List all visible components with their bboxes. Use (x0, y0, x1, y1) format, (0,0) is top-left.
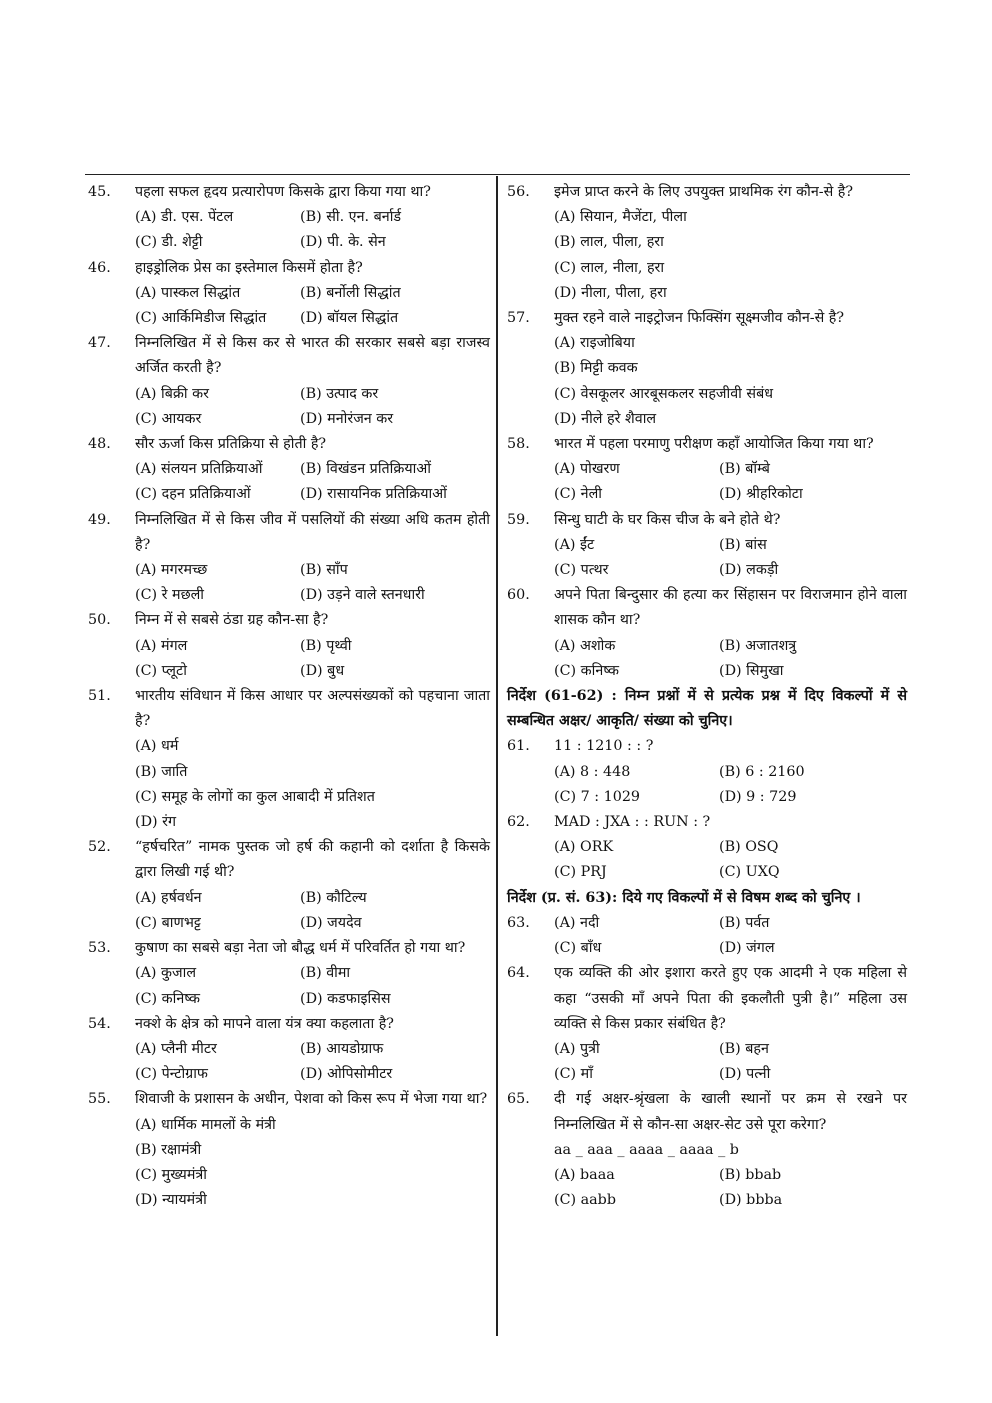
options-list (135, 1037, 490, 1087)
question-number: 55. (88, 1091, 111, 1108)
option-d: (D) पत्नी (719, 1066, 771, 1083)
option-c: (C) लाल, नीला, हरा (554, 259, 665, 276)
question-text: निम्नलिखित में से किस जीव में पसलियों की संख्या अधि कतम होती है? (135, 511, 490, 553)
question-number: 54. (88, 1015, 111, 1032)
options-list (554, 911, 907, 961)
option-a: (A) पोखरण (554, 461, 620, 478)
option-b: (B) रक्षामंत्री (135, 1141, 202, 1158)
option-c: (C) दहन प्रतिक्रियाओं (135, 486, 251, 503)
options-list (554, 457, 907, 507)
options-list (135, 281, 490, 331)
question-54 (88, 1012, 490, 1088)
option-a: (A) अशोक (554, 637, 616, 654)
options-list (135, 886, 490, 936)
option-b: (B) पृथ्वी (300, 637, 352, 654)
question-number: 46. (88, 259, 111, 276)
option-d: (D) जंगल (719, 940, 775, 957)
question-number: 64. (507, 965, 530, 982)
options-list (135, 558, 490, 608)
options-list (135, 457, 490, 507)
question-56 (507, 180, 907, 306)
question-number: 48. (88, 436, 111, 453)
question-number: 56. (507, 184, 530, 200)
question-58 (507, 432, 907, 508)
options-list (554, 634, 907, 684)
question-text: भारतीय संविधान में किस आधार पर अल्पसंख्यकों को पहचाना जाता है? (135, 688, 490, 730)
question-number: 47. (88, 335, 111, 352)
option-c: (C) रे मछली (135, 587, 204, 604)
question-53 (88, 936, 490, 1012)
question-number: 51. (88, 688, 111, 705)
options-list (135, 1113, 490, 1214)
question-number: 59. (507, 511, 530, 528)
question-text: पहला सफल हृदय प्रत्यारोपण किसके द्वारा किया गया था? (135, 184, 431, 200)
question-text: शिवाजी के प्रशासन के अधीन, पेशवा को किस रूप में भेजा गया था? (135, 1091, 488, 1108)
option-b: (B) लाल, पीला, हरा (554, 234, 664, 251)
question-text: दी गई अक्षर-श्रृंखला के खाली स्थानों पर क्रम से रखने पर निम्नलिखित में से कौन-सा अक्षर-सेट उसे पूरा करेगा? (554, 1091, 907, 1133)
option-b: (B) OSQ (719, 839, 779, 856)
question-text: MAD : JXA : : RUN : ? (554, 814, 711, 831)
question-45 (88, 180, 490, 256)
option-b: (B) जाति (135, 763, 188, 780)
options-list (554, 205, 907, 306)
option-d: (D) लकड़ी (719, 562, 779, 579)
option-b: (B) साँप (300, 562, 348, 579)
option-d: (D) ओपिसोमीटर (300, 1066, 393, 1083)
option-b: (B) कौटिल्य (300, 889, 367, 906)
question-text: सौर ऊर्जा किस प्रतिक्रिया से होती है? (135, 436, 327, 453)
option-d: (D) बुध (300, 662, 345, 679)
option-a: (A) ORK (554, 839, 614, 856)
question-text: 11 : 1210 : : ? (554, 738, 654, 755)
option-b: (B) bbab (719, 1166, 782, 1183)
options-list (554, 835, 907, 885)
left-column (88, 180, 490, 1213)
question-series: aa _ aaa _ aaaa _ aaaa _ b (554, 1141, 739, 1158)
option-c: (C) समूह के लोगों का कुल आबादी में प्रतिशत (135, 788, 375, 805)
options-list (554, 1037, 907, 1087)
option-c: (C) वेसकूलर आरबूसकलर सहजीवी संबंध (554, 385, 774, 402)
question-64 (507, 961, 907, 1087)
option-b: (B) आयडोग्राफ (300, 1040, 384, 1057)
option-c: (C) नेली (554, 486, 602, 503)
option-b: (B) उत्पाद कर (300, 385, 379, 402)
question-60 (507, 583, 907, 684)
option-d: (D) bbba (719, 1192, 783, 1209)
question-number: 52. (88, 839, 111, 856)
option-b: (B) अजातशत्रु (719, 637, 797, 654)
option-b: (B) बांस (719, 536, 767, 553)
question-62 (507, 810, 907, 886)
option-c: (C) आयकर (135, 410, 202, 427)
question-63 (507, 911, 907, 961)
question-text: निम्न में से सबसे ठंडा ग्रह कौन-सा है? (135, 612, 329, 629)
question-52 (88, 835, 490, 936)
option-d: (D) न्यायमंत्री (135, 1192, 207, 1209)
question-text: “हर्षचरित” नामक पुस्तक जो हर्ष की कहानी को दर्शाता है किसके द्वारा लिखी गई थी? (135, 839, 490, 881)
option-b: (B) बर्नोली सिद्धांत (300, 284, 401, 301)
option-a: (A) मंगल (135, 637, 188, 654)
question-number: 57. (507, 310, 530, 327)
option-c: (C) आर्किमिडीज सिद्धांत (135, 310, 267, 327)
option-a: (A) संलयन प्रतिक्रियाओं (135, 461, 263, 478)
question-57 (507, 306, 907, 432)
right-column (507, 180, 907, 1213)
direction-61-62: निर्देश (61-62) : निम्न प्रश्नों में से प्रत्येक प्रश्न में दिए विकल्पों में से सम्बन्धित अक्षर/ आकृति/ संख्या को चुनिए। (507, 688, 907, 730)
column-divider (496, 176, 498, 1336)
question-number: 53. (88, 940, 111, 957)
question-51 (88, 684, 490, 835)
question-text: मुक्त रहने वाले नाइट्रोजन फिक्सिंग सूक्ष्मजीव कौन-से है? (554, 310, 845, 327)
option-c: (C) बाणभट्ट (135, 914, 201, 931)
option-a: (A) प्लैनी मीटर (135, 1040, 217, 1057)
option-b: (B) मिट्टी कवक (554, 360, 638, 377)
option-c: (C) पत्थर (554, 562, 609, 579)
question-text: नक्शे के क्षेत्र को मापने वाला यंत्र क्या कहलाता है? (135, 1015, 394, 1032)
question-text: एक व्यक्ति की ओर इशारा करते हुए एक आदमी ने एक महिला से कहा “उसकी माँ अपने पिता की इकलौती पुत्री है।” महिला उस व्यक्ति से किस प्रकार संबंधित है? (554, 965, 907, 1032)
option-c: (C) PRJ (554, 864, 607, 881)
option-b: (B) बॉम्बे (719, 461, 770, 478)
options-list (135, 382, 490, 432)
option-d: (D) उड़ने वाले स्तनधारी (300, 587, 425, 604)
option-d: (D) बॉयल सिद्धांत (300, 310, 399, 327)
option-b: (B) वीमा (300, 965, 351, 982)
option-a: (A) बिक्री कर (135, 385, 209, 402)
question-55 (88, 1087, 490, 1213)
question-number: 62. (507, 814, 530, 831)
option-c: (C) बाँध (554, 940, 602, 957)
direction-63: निर्देश (प्र. सं. 63): दिये गए विकल्पों में से विषम शब्द को चुनिए । (507, 889, 861, 906)
question-46 (88, 256, 490, 332)
question-number: 45. (88, 184, 111, 200)
question-number: 63. (507, 914, 530, 931)
option-a: (A) डी. एस. पेंटल (135, 209, 234, 226)
option-a: (A) ईंट (554, 536, 595, 553)
question-48 (88, 432, 490, 508)
question-number: 65. (507, 1091, 530, 1108)
question-text: इमेज प्राप्त करने के लिए उपयुक्त प्राथमिक रंग कौन-से है? (554, 184, 854, 200)
top-rule (85, 174, 910, 175)
question-47 (88, 331, 490, 432)
option-c: (C) कनिष्क (135, 990, 200, 1007)
option-d: (D) 9 : 729 (719, 788, 797, 805)
option-b: (B) 6 : 2160 (719, 763, 805, 780)
option-a: (A) सियान, मैजेंटा, पीला (554, 209, 687, 226)
option-a: (A) धर्म (135, 738, 179, 755)
option-a: (A) राइजोबिया (554, 335, 635, 352)
question-number: 61. (507, 738, 530, 755)
question-number: 60. (507, 587, 530, 604)
option-a: (A) पास्कल सिद्धांत (135, 284, 241, 301)
question-59 (507, 508, 907, 584)
option-c: (C) प्लूटो (135, 662, 187, 679)
option-b: (B) बहन (719, 1040, 769, 1057)
options-list (554, 533, 907, 583)
options-list (554, 760, 907, 810)
question-number: 58. (507, 436, 530, 453)
option-d: (D) मनोरंजन कर (300, 410, 394, 427)
question-text: भारत में पहला परमाणु परीक्षण कहाँ आयोजित किया गया था? (554, 436, 874, 453)
option-b: (B) विखंडन प्रतिक्रियाओं (300, 461, 431, 478)
option-c: (C) माँ (554, 1066, 593, 1083)
question-text: अपने पिता बिन्दुसार की हत्या कर सिंहासन पर विराजमान होने वाला शासक कौन था? (554, 587, 907, 629)
question-text: कुषाण का सबसे बड़ा नेता जो बौद्ध धर्म में परिवर्तित हो गया था? (135, 940, 466, 957)
option-c: (C) पेन्टोग्राफ (135, 1066, 208, 1083)
question-text: निम्नलिखित में से किस कर से भारत की सरकार सबसे बड़ा राजस्व अर्जित करती है? (135, 335, 490, 377)
options-list (554, 331, 907, 432)
option-b: (B) पर्वत (719, 914, 770, 931)
option-a: (A) कुजाल (135, 965, 197, 982)
option-a: (A) धार्मिक मामलों के मंत्री (135, 1116, 276, 1133)
question-65 (507, 1087, 907, 1213)
options-list (135, 634, 490, 684)
options-list (135, 734, 490, 835)
option-d: (D) नीले हरे शैवाल (554, 410, 657, 427)
option-d: (D) पी. के. सेन (300, 234, 386, 251)
option-a: (A) नदी (554, 914, 600, 931)
option-d: (D) रंग (135, 814, 177, 831)
question-number: 50. (88, 612, 111, 629)
option-c: (C) मुख्यमंत्री (135, 1166, 207, 1183)
question-61 (507, 734, 907, 810)
options-list (135, 205, 490, 255)
question-number: 49. (88, 511, 111, 528)
option-a: (A) मगरमच्छ (135, 562, 208, 579)
option-a: (A) पुत्री (554, 1040, 600, 1057)
option-b: (B) सी. एन. बर्नार्ड (300, 209, 402, 226)
option-d: (D) जयदेव (300, 914, 362, 931)
option-c: (C) डी. शेट्टी (135, 234, 203, 251)
option-a: (A) हर्षवर्धन (135, 889, 202, 906)
option-d: (D) सिमुखा (719, 662, 784, 679)
option-c: (C) aabb (554, 1192, 616, 1209)
question-49 (88, 508, 490, 609)
options-list (135, 961, 490, 1011)
option-c: (C) कनिष्क (554, 662, 619, 679)
question-text: हाइड्रोलिक प्रेस का इस्तेमाल किसमें होता है? (135, 259, 363, 276)
option-a: (A) baaa (554, 1166, 615, 1183)
option-d: (D) कडफाइसिस (300, 990, 391, 1007)
option-d: (D) रासायनिक प्रतिक्रियाओं (300, 486, 447, 503)
option-a: (A) 8 : 448 (554, 763, 631, 780)
options-list (554, 1163, 907, 1213)
option-d: (C) UXQ (719, 864, 780, 881)
question-50 (88, 608, 490, 684)
option-d: (D) श्रीहरिकोटा (719, 486, 803, 503)
option-d: (D) नीला, पीला, हरा (554, 284, 667, 301)
option-c: (C) 7 : 1029 (554, 788, 641, 805)
question-text: सिन्धु घाटी के घर किस चीज के बने होते थे? (554, 511, 781, 528)
